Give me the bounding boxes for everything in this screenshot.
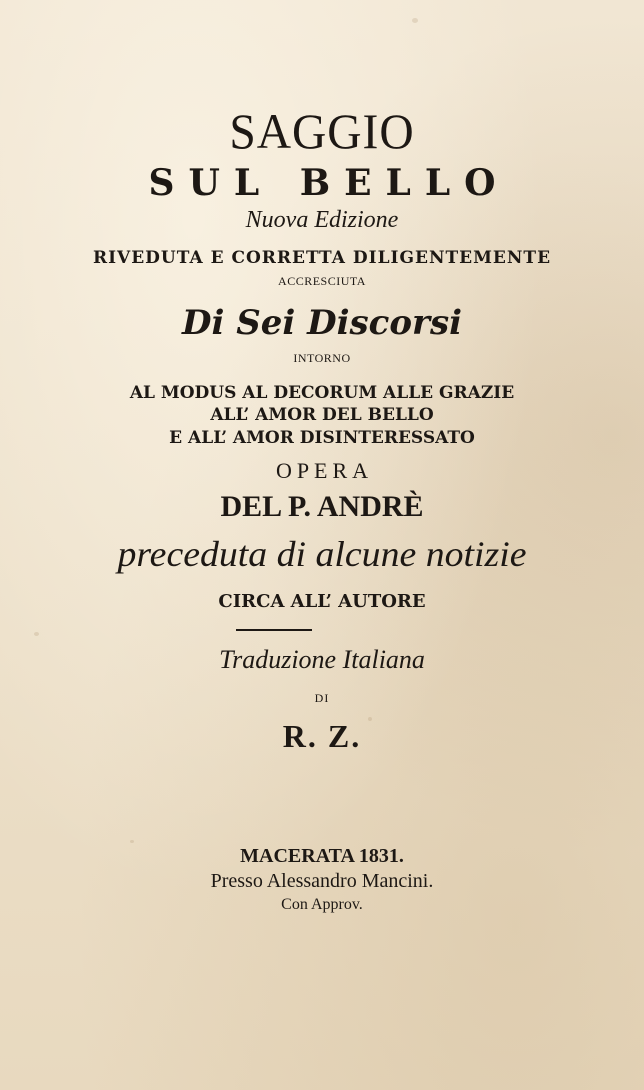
paper-stain [130, 840, 134, 843]
book-subtitle: SUL BELLO [148, 162, 510, 204]
about-label: INTORNO [293, 351, 351, 365]
preface-note: preceduta di alcune notizie [117, 534, 527, 574]
edition-note: Nuova Edizione [245, 207, 399, 233]
discourses-heading: Di Sei Discorsi [181, 303, 463, 343]
imprint-place-year: MACERATA 1831. [240, 845, 404, 867]
imprint-publisher: Presso Alessandro Mancini. [210, 870, 434, 892]
by-label: DI [314, 691, 330, 705]
book-title: SAGGIO [229, 103, 415, 159]
augmentation-note: ACCRESCIUTA [278, 274, 366, 288]
translation-note: Traduzione Italiana [219, 645, 425, 674]
imprint-approval: Con Approv. [281, 896, 363, 913]
about-author-label: CIRCA ALL’ AUTORE [218, 591, 426, 612]
topics-line-1: AL MODUS AL DECORUM ALLE GRAZIE [129, 383, 515, 403]
revision-note: RIVEDUTA E CORRETTA DILIGENTEMENTE [92, 248, 552, 268]
author-name: DEL P. ANDRÈ [220, 490, 424, 523]
work-label: OPERA [275, 458, 374, 483]
paper-stain [34, 632, 39, 636]
translator-initials: R. Z. [282, 718, 362, 754]
divider-rule [236, 629, 312, 631]
paper-stain [412, 18, 418, 23]
topics-line-3: E ALL’ AMOR DISINTERESSATO [169, 428, 475, 448]
topics-line-2: ALL’ AMOR DEL BELLO [210, 405, 434, 425]
